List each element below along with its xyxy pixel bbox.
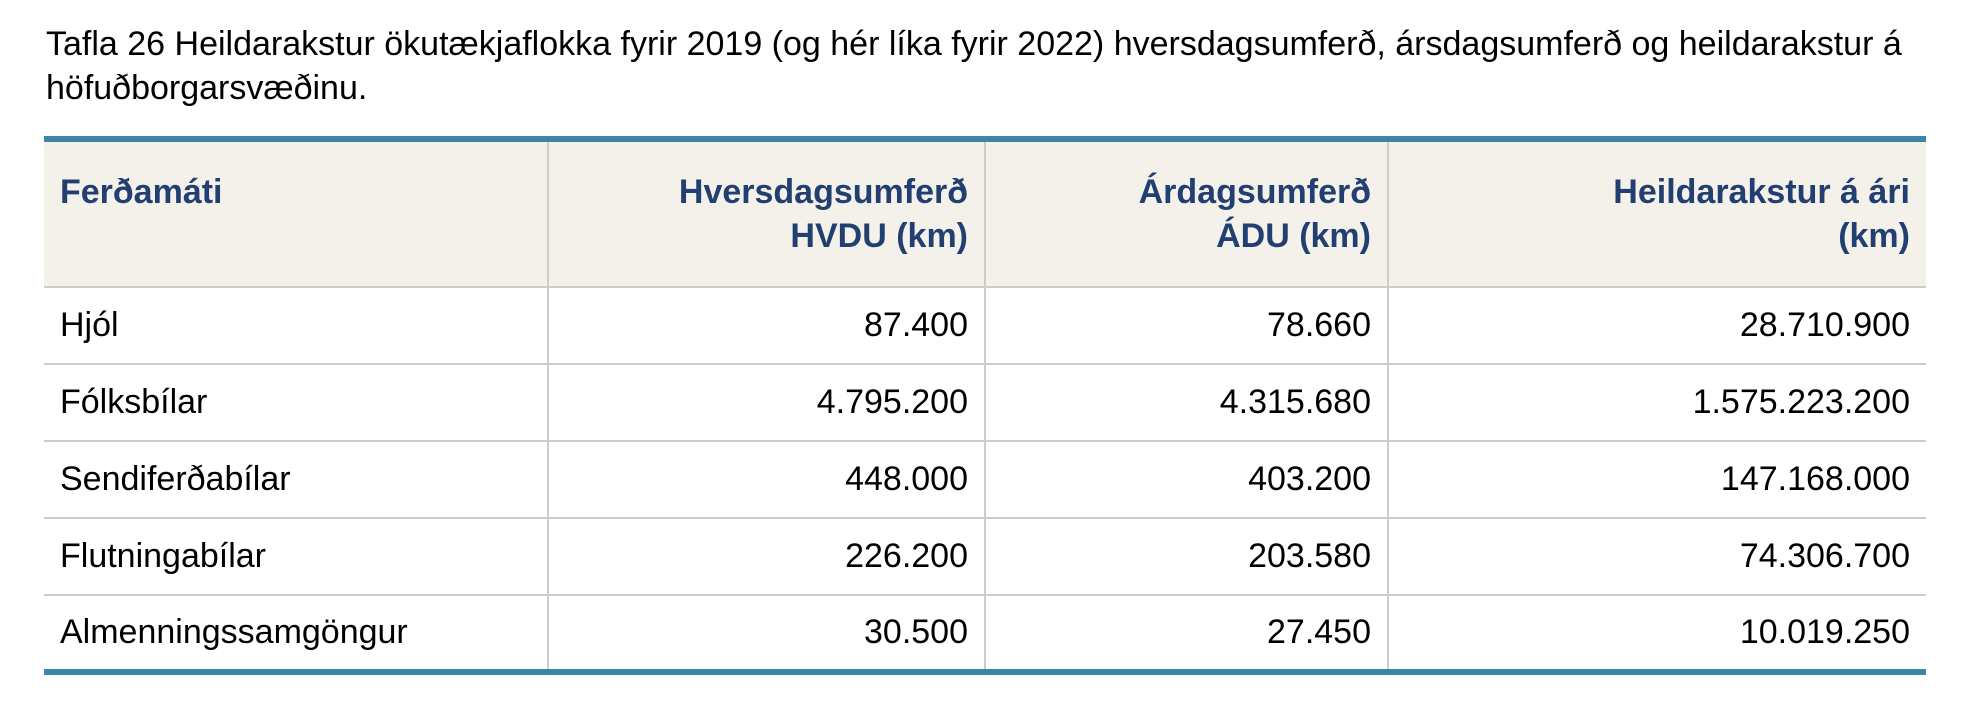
- cell-annual-total: 1.575.223.200: [1388, 364, 1926, 441]
- cell-annual-total: 10.019.250: [1388, 595, 1926, 672]
- header-hvdu: [548, 139, 985, 287]
- header-adu-line2: ÁDU (km): [1216, 217, 1371, 255]
- table-caption: Tafla 26 Heildarakstur ökutækjaflokka fyrir 2019 (og hér líka fyrir 2022) hversdagsumferð, ársdagsumferð og heildarakstur á höfuðborgarsvæðinu.: [46, 25, 1902, 107]
- header-hvdu-line2: HVDU (km): [790, 217, 968, 255]
- cell-annual-total: 147.168.000: [1388, 441, 1926, 518]
- cell-travel-mode: Hjól: [44, 287, 548, 364]
- cell-adu: 203.580: [985, 518, 1388, 595]
- table-row: [44, 287, 1926, 364]
- table-row: [44, 518, 1926, 595]
- cell-hvdu: 226.200: [548, 518, 985, 595]
- vehicle-mileage-table: [44, 136, 1926, 675]
- cell-annual-total: 74.306.700: [1388, 518, 1926, 595]
- header-annual-total-line1: Heildarakstur á ári: [1613, 173, 1910, 211]
- cell-hvdu: 4.795.200: [548, 364, 985, 441]
- header-travel-mode-label: Ferðamáti: [60, 173, 223, 211]
- table-row: [44, 441, 1926, 518]
- cell-travel-mode: Flutningabílar: [44, 518, 548, 595]
- cell-travel-mode: Fólksbílar: [44, 364, 548, 441]
- cell-hvdu: 448.000: [548, 441, 985, 518]
- table-row: [44, 595, 1926, 672]
- cell-travel-mode: Almenningssamgöngur: [60, 613, 408, 651]
- header-adu-line1: Árdagsumferð: [1138, 173, 1371, 211]
- header-annual-total-line2: (km): [1838, 217, 1910, 255]
- header-travel-mode: [44, 139, 548, 287]
- header-annual-total: [1388, 139, 1926, 287]
- cell-adu: 4.315.680: [985, 364, 1388, 441]
- cell-hvdu: 87.400: [548, 287, 985, 364]
- cell-adu: 403.200: [985, 441, 1388, 518]
- header-adu: [985, 139, 1388, 287]
- cell-annual-total: 28.710.900: [1388, 287, 1926, 364]
- cell-adu: 78.660: [985, 287, 1388, 364]
- table-row: [44, 364, 1926, 441]
- header-hvdu-line1: Hversdagsumferð: [678, 173, 968, 211]
- table-header-row: [44, 139, 1926, 287]
- cell-adu: 27.450: [985, 595, 1388, 672]
- cell-hvdu: 30.500: [548, 595, 985, 672]
- cell-travel-mode: Sendiferðabílar: [44, 441, 548, 518]
